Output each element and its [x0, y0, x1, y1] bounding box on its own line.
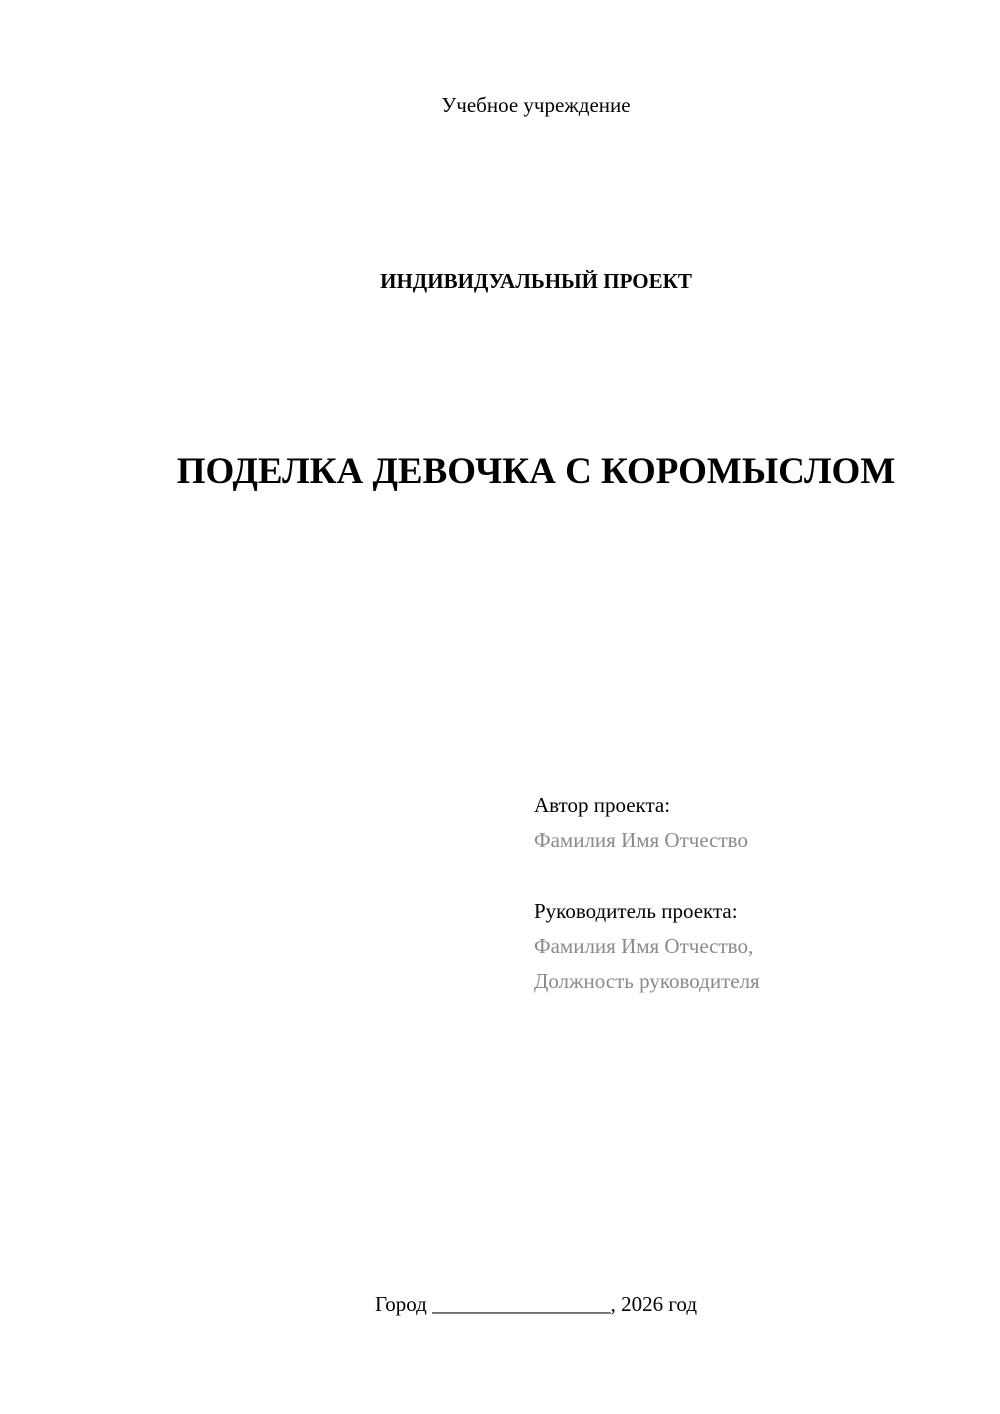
institution-name: Учебное учреждение — [441, 93, 631, 117]
author-label: Автор проекта: — [534, 793, 671, 817]
document-title: ПОДЕЛКА ДЕВОЧКА С КОРОМЫСЛОМ — [176, 451, 896, 492]
author-name: Фамилия Имя Отчество — [534, 828, 748, 852]
project-info-block — [534, 788, 974, 999]
supervisor-position: Должность руководителя — [534, 969, 760, 993]
city-year-line: Город _________________, 2026 год — [374, 1292, 698, 1316]
supervisor-name: Фамилия Имя Отчество, — [534, 934, 754, 958]
info-spacer — [534, 858, 974, 894]
supervisor-label: Руководитель проекта: — [534, 899, 738, 923]
document-type: ИНДИВИДУАЛЬНЫЙ ПРОЕКТ — [380, 269, 692, 293]
